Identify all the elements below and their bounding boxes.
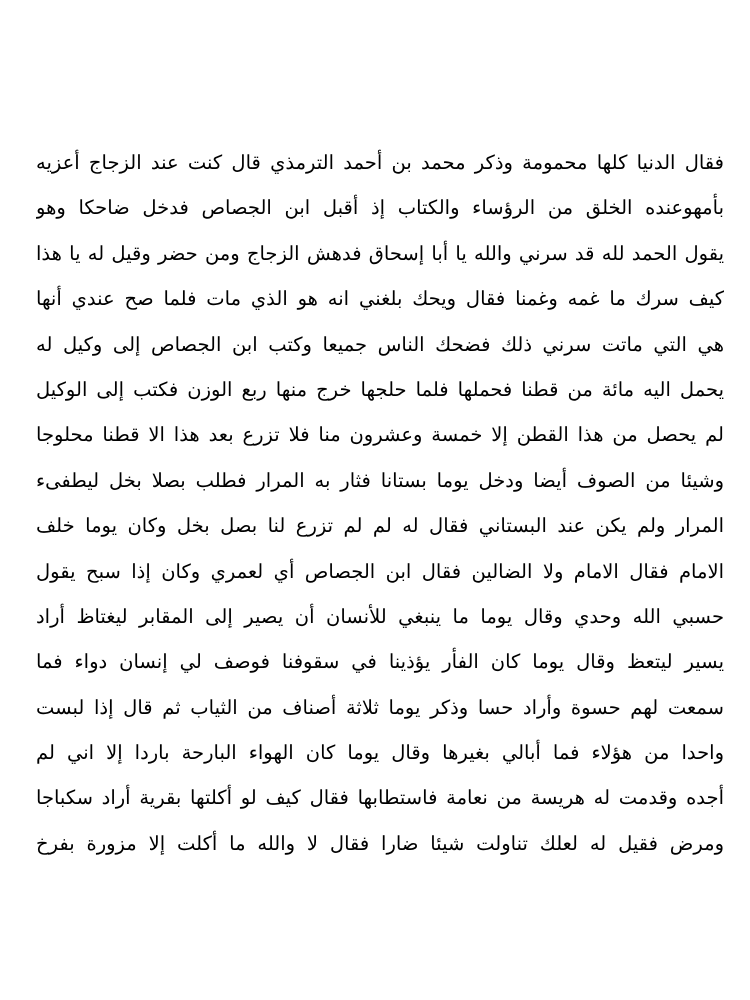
text-line: هي التي ماتت سرني ذلك فضحك الناس جميعا وكتب ابن الجصاص إلى وكيل له [36, 332, 724, 356]
text-line: يسير ليتعظ وقال يوما كان الفأر يؤذينا في سقوفنا فوصف لي إنسان دواء فما [36, 650, 724, 674]
text-line: الامام فقال الامام ولا الضالين فقال ابن الجصاص أي لعمري وكان إذا سبح يقول [36, 559, 724, 583]
text-line: المرار ولم يكن عند البستاني فقال له لم لم تزرع لنا بصل بخل وكان يوما خلف [36, 514, 724, 538]
text-line: يحمل اليه مائة من قطنا فحملها فلما حلجها خرج منها ربع الوزن فكتب إلى الوكيل [36, 377, 724, 401]
text-line: وشيئا من الصوف أيضا ودخل يوما بستانا فثار به المرار فطلب بصلا بخل ليطفىء [36, 468, 724, 492]
text-line: سمعت لهم حسوة وأراد حسا وذكر يوما ثلاثة أصناف من الثياب ثم قال إذا لبست [36, 695, 724, 719]
text-line: بأمهوعنده الخلق من الرؤساء والكتاب إذ أقبل ابن الجصاص فدخل ضاحكا وهو [36, 196, 724, 220]
text-line: أجده وقدمت له هريسة من نعامة فاستطابها فقال كيف لو أكلتها بقرية أراد سكباجا [36, 786, 724, 810]
document-body [36, 140, 724, 866]
text-line: يقول الحمد لله قد سرني والله يا أبا إسحاق فدهش الزجاج ومن حضر وقيل له يا هذا [36, 241, 724, 265]
text-line: لم يحصل من هذا القطن إلا خمسة وعشرون منا فلا تزرع بعد هذا الا قطنا محلوجا [36, 423, 724, 447]
text-line: ومرض فقيل له لعلك تناولت شيئا ضارا فقال لا والله ما أكلت إلا مزورة بفرخ [36, 831, 724, 855]
text-line: حسبي الله وحدي وقال يوما ما ينبغي للأنسان أن يصير إلى المقابر ليغتاظ أراد [36, 604, 724, 628]
text-line: كيف سرك ما غمه وغمنا فقال ويحك بلغني انه هو الذي مات فلما صح عندي أنها [36, 287, 724, 311]
text-line: واحدا من هؤلاء فما أبالي بغيرها وقال يوما كان الهواء البارحة باردا إلا اني لم [36, 741, 724, 765]
text-line: فقال الدنيا كلها محمومة وذكر محمد بن أحمد الترمذي قال كنت عند الزجاج أعزيه [36, 151, 724, 174]
